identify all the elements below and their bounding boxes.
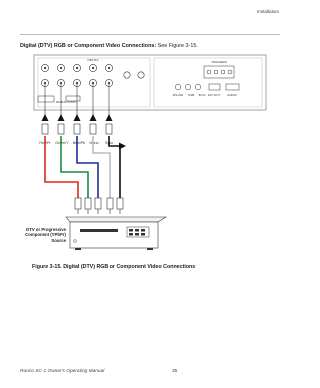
page-number: 35 <box>172 369 178 374</box>
arrow-up <box>74 114 81 121</box>
panel-inputs-label: INPUTS <box>87 58 99 62</box>
triggers-label: TRIGGERS <box>211 60 227 64</box>
cable-label-red: Red/Pr <box>39 141 51 145</box>
source-label-line: Source <box>51 237 66 243</box>
rca-plug <box>117 198 123 209</box>
arrow-up <box>58 114 65 121</box>
source-device <box>66 217 166 250</box>
footer-manual-title: Runco SC-1 Owner's Operating Manual <box>20 369 105 374</box>
rca-plug <box>107 198 113 209</box>
device-top-face <box>66 217 166 222</box>
source-label <box>8 227 66 243</box>
small-port <box>195 84 201 90</box>
arrow-up <box>90 114 97 121</box>
source-label-line: Component (YPbPr) <box>25 232 66 238</box>
source-label-line: DTV or Progressive <box>26 227 66 232</box>
bnc-pin <box>60 67 62 69</box>
bnc-plug <box>106 124 112 134</box>
bnc-pin <box>44 67 46 69</box>
device-foot <box>147 248 153 250</box>
upper-arrows <box>42 114 113 121</box>
bnc-plug <box>90 124 96 134</box>
cable-label-mono: Mono <box>89 141 99 145</box>
rca-plug <box>75 198 81 209</box>
device-foot <box>75 248 81 250</box>
small-port-label: RS-232 <box>172 93 184 97</box>
small-port-label: USB <box>187 93 195 97</box>
sync-arrow <box>119 143 126 150</box>
rca-plug <box>85 198 91 209</box>
cable-label-green: Green/Y <box>55 141 69 145</box>
bnc-connector <box>124 72 130 78</box>
bnc-pin <box>108 67 110 69</box>
section-header: Installation <box>257 9 279 14</box>
heading-bold: Digital (DTV) RGB or Component Video Connections: <box>20 43 157 49</box>
arrow-up <box>106 114 113 121</box>
bnc-pin <box>92 67 94 69</box>
upper-plugs <box>42 124 112 134</box>
cable-label-blue: Blue/Pb <box>72 141 86 145</box>
bnc-plug <box>74 124 80 134</box>
cable-green <box>61 136 88 198</box>
bnc-plug <box>58 124 64 134</box>
small-port <box>185 84 191 90</box>
arrow-up <box>42 114 49 121</box>
small-port-label: AUDIO <box>227 93 237 97</box>
device-button <box>141 233 145 236</box>
lower-plugs <box>75 198 123 209</box>
rca-plug <box>95 198 101 209</box>
small-port <box>175 84 181 90</box>
plug-tips <box>78 209 120 214</box>
device-button <box>129 233 133 236</box>
cable-label-sync: Sync <box>105 141 113 145</box>
device-button <box>141 229 145 232</box>
bnc-pin <box>76 67 78 69</box>
bnc-plug <box>42 124 48 134</box>
cable-mono <box>93 136 110 198</box>
device-button <box>135 229 139 232</box>
figure-caption: Figure 3-15. Digital (DTV) RGB or Component Video Connections <box>32 264 196 270</box>
panel-rgb-label: RGBHV/YPbPr <box>56 100 77 104</box>
device-button <box>135 233 139 236</box>
device-button <box>129 229 133 232</box>
device-disc-tray <box>80 229 118 232</box>
heading-reference: See Figure 3-15. <box>156 43 198 49</box>
bnc-connector <box>138 72 144 78</box>
small-port-label: IR IN <box>198 93 206 97</box>
small-port-label: 12V OUT <box>207 93 221 97</box>
